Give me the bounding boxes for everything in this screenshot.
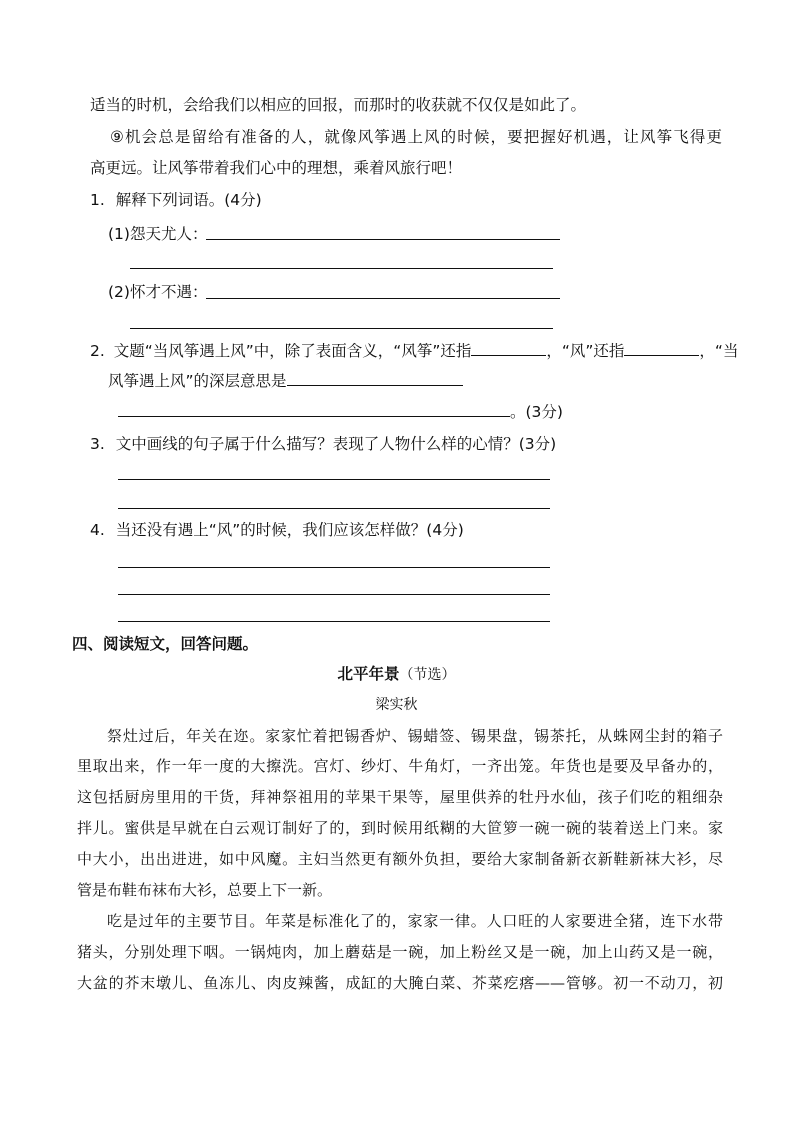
passage-paragraph-9-line1: ⑨机会总是留给有准备的人，就像风筝遇上风的时候，要把握好机遇，让风筝飞得更	[110, 128, 722, 146]
question-prompt: 当还没有遇上“风”的时候，我们应该怎样做？(4分)	[115, 521, 464, 539]
answer-line[interactable]	[130, 268, 553, 269]
question-text: 风筝遇上风”的深层意思是	[108, 372, 287, 390]
question-3	[90, 434, 556, 454]
answer-line[interactable]	[206, 298, 560, 299]
passage-paragraph-9-line2: 高更远。让风筝带着我们心中的理想，乘着风旅行吧！	[90, 159, 463, 177]
question-text: ，“当	[699, 342, 739, 360]
article-line: 吃是过年的主要节目。年菜是标准化了的，家家一律。人口旺的人家要进全猪，连下水带	[107, 912, 723, 930]
article-line: 祭灶过后，年关在迩。家家忙着把锡香炉、锡蜡签、锡果盘，锡茶托，从蛛网尘封的箱子	[107, 727, 723, 745]
answer-line[interactable]	[118, 479, 550, 480]
article-line: 大盆的芥末墩儿、鱼冻儿、肉皮辣酱，成缸的大腌白菜、芥菜疙瘩——管够。初一不动刀，初	[77, 974, 723, 992]
article-title-note: （节选）	[399, 667, 456, 683]
question-text: ，“风”还指	[546, 342, 625, 360]
passage-line: 适当的时机，会给我们以相应的回报，而那时的收获就不仅仅是如此了。	[90, 96, 587, 114]
article-line: 管是布鞋布袜布大衫，总要上下一新。	[77, 881, 333, 899]
question-2-line3	[118, 402, 563, 422]
question-2	[90, 341, 738, 361]
answer-line[interactable]	[118, 567, 550, 568]
article-title: 北平年景	[337, 665, 400, 683]
answer-line[interactable]	[118, 621, 550, 622]
article-line: 拌儿。蜜供是早就在白云观订制好了的，到时候用纸糊的大笸箩一碗一碗的装着送上门来。家	[77, 819, 723, 837]
article-line: 猪头，分别处理下咽。一锅炖肉，加上蘑菇是一碗，加上粉丝又是一碗，加上山药又是一碗，	[77, 943, 723, 961]
fill-blank[interactable]	[471, 341, 546, 356]
question-score: 。(3分)	[510, 403, 563, 421]
q1-item-2-label: (2)怀才不遇：	[108, 283, 208, 301]
fill-blank[interactable]	[118, 402, 510, 417]
question-prompt: 解释下列词语。(4分)	[115, 191, 262, 209]
article-author: 梁实秋	[375, 697, 418, 713]
article-line: 这包括厨房里用的干货，拜神祭祖用的苹果干果等，屋里供养的牡丹水仙，孩子们吃的粗细杂	[77, 788, 723, 806]
article-title-block	[0, 664, 793, 685]
answer-line[interactable]	[130, 328, 553, 329]
question-prompt: 文中画线的句子属于什么描写？表现了人物什么样的心情？(3分)	[115, 435, 557, 453]
fill-blank[interactable]	[624, 341, 699, 356]
article-line: 中大小，出出进进，如中风魔。主妇当然更有额外负担，要给大家制备新衣新鞋新袜大衫，尽	[77, 850, 723, 868]
answer-line[interactable]	[206, 239, 560, 240]
answer-line[interactable]	[118, 508, 550, 509]
article-line: 里取出来，作一年一度的大擦洗。宫灯、纱灯、牛角灯，一齐出笼。年货也是要及早备办的，	[77, 757, 723, 775]
question-text: 文题“当风筝遇上风”中，除了表面含义，“风筝”还指	[113, 342, 472, 360]
question-1	[90, 190, 262, 210]
question-number: 2.	[90, 342, 105, 360]
question-number: 3.	[90, 435, 105, 453]
section-heading: 四、阅读短文，回答问题。	[72, 635, 259, 653]
fill-blank[interactable]	[287, 371, 463, 386]
q1-item-1-label: (1)怨天尤人：	[108, 225, 208, 243]
question-2-line2	[108, 371, 463, 391]
question-number: 1.	[90, 191, 105, 209]
question-4	[90, 520, 464, 540]
question-number: 4.	[90, 521, 105, 539]
answer-line[interactable]	[118, 594, 550, 595]
